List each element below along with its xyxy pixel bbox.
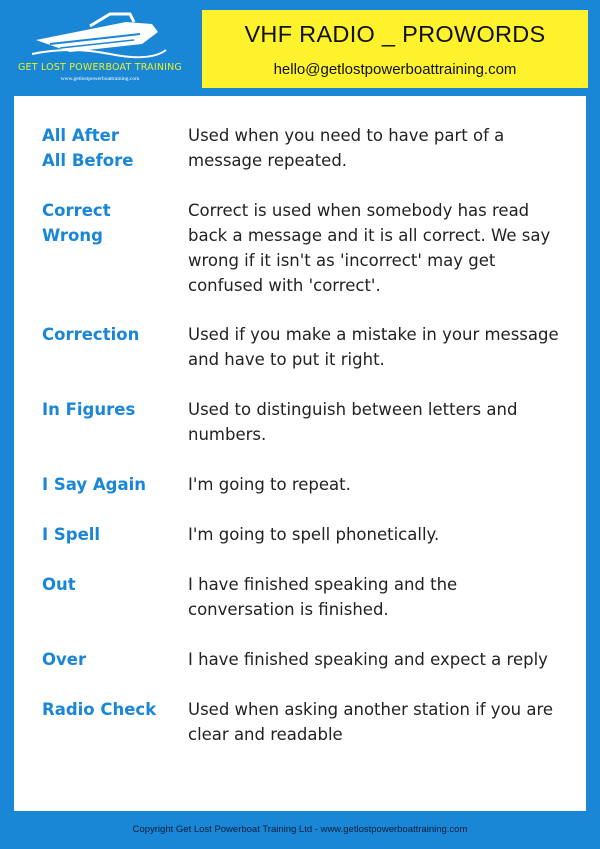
- proword-term: I Spell: [42, 525, 101, 544]
- brand-url: www.getlostpowerboattraining.com: [60, 76, 140, 82]
- prowords-panel: [14, 96, 586, 811]
- proword-description: Used to distinguish between letters and numbers.: [188, 400, 518, 444]
- proword-description: I have finished speaking and expect a reply: [188, 650, 548, 669]
- proword-description: Used if you make a mistake in your message and have to put it right.: [188, 325, 559, 369]
- contact-email: hello@getlostpowerboattraining.com: [273, 61, 517, 78]
- footer-copyright: Copyright Get Lost Powerboat Training Ltd - www.getlostpowerboattraining.com: [132, 824, 468, 835]
- powerboat-icon: [30, 10, 170, 60]
- proword-term: All After All Before: [42, 126, 134, 170]
- proword-description: Used when you need to have part of a message repeated.: [188, 126, 505, 170]
- header-box: [202, 10, 588, 88]
- proword-term: I Say Again: [42, 475, 147, 494]
- proword-term: Correction: [42, 325, 140, 344]
- page-title: VHF RADIO _ PROWORDS: [244, 21, 546, 47]
- proword-term: Out: [42, 575, 76, 594]
- proword-description: I'm going to spell phonetically.: [188, 525, 440, 544]
- proword-term: Over: [42, 650, 87, 669]
- brand-name: GET LOST POWERBOAT TRAINING: [17, 62, 182, 73]
- logo: [0, 0, 200, 92]
- proword-description: I have finished speaking and the conversation is finished.: [188, 575, 458, 619]
- proword-term: Radio Check: [42, 700, 157, 719]
- proword-description: I'm going to repeat.: [188, 475, 351, 494]
- proword-description: Correct is used when somebody has read back a message and it is all correct. We say wrong if it isn't as 'incorrect' may get confused with 'correct'.: [188, 201, 551, 295]
- proword-term: In Figures: [42, 400, 136, 419]
- proword-description: Used when asking another station if you are clear and readable: [188, 700, 554, 744]
- proword-term: Correct Wrong: [42, 201, 111, 245]
